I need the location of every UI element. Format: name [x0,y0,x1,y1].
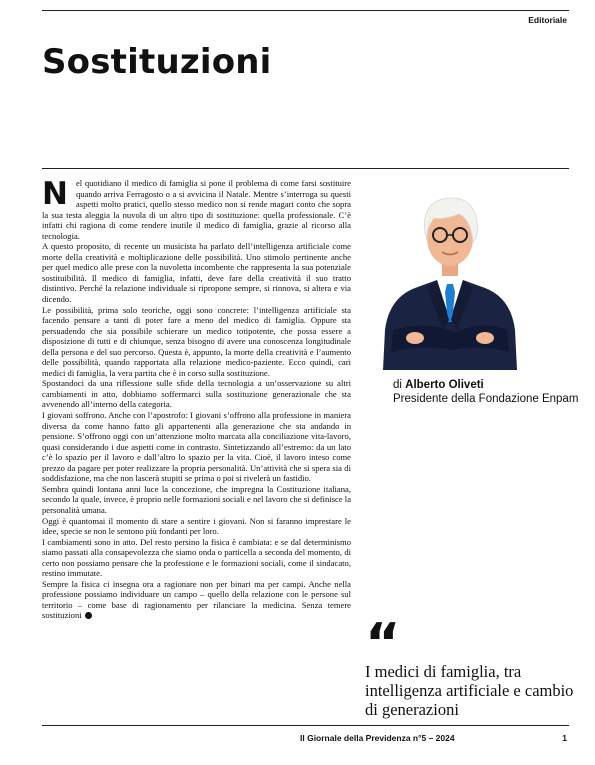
portrait-hand-left [406,332,424,344]
drop-cap: N [42,176,68,212]
article-paragraph: Le possibilità, prima solo teoriche, oggi sono concrete: l’intelligenza artificiale sta facendo pensare a tanti di poter fare a meno del medico di famiglia. Oppure sta persuadendo che sia possibile schierare un medico totipotente, che possa essere a disposizione di tutti e di chiunque, senza bisogno di avere una conoscenza longitudinale della persona e del suo percorso. Questa è, appunto, la morte della creatività e l’aumento delle possibilità, quando rapportata alla relazione medico-paziente. Ecco quindi, cari medici di famiglia, la vera partita che è in corso sulla sostituzione. [42,304,351,378]
page-number: 1 [562,733,567,743]
quote-mark-icon: “ [365,612,401,675]
article-paragraph: I cambiamenti sono in atto. Del resto persino la fisica è cambiata: e se dal determinismo siamo passati alla consapevolezza che siamo onda o particella a seconda del momento, di certo non possiamo pensare che la professione e le formazioni sociali, come il sindacato, restino immutate. [42,536,351,579]
article-paragraph: I giovani soffrono. Anche con l’apostrofo: I giovani s’offrono alla professione in maniera diversa da come hanno fatto gli appartenenti alla generazione che sta andando in pensione. S’offrono oggi con un’attenzione molto marcata alla conciliazione vita-lavoro, quasi considerando i due aspetti come in contrasto. Sintetizzando all’estremo: da un lato c’è lo spazio per il lavoro e dall’altro lo spazio per la vita. Cioè, il lavoro inteso come prezzo da pagare per poter realizzare la propria personalità. Un’attività che si spera sia di soddisfazione, ma che non lascerà stupiti se prima o poi si rivelerà un fastidio. [42,410,351,484]
end-mark-icon [85,612,92,619]
article-paragraph: Nel quotidiano il medico di famiglia si pone il problema di come farsi sostituire quando arriva Ferragosto o a si avvicina il Natale. Mentre s’interroga su questi aspetti molto pratici, quello stesso medico non si rende magari conto che sopra la sua testa aleggia la nuvola di un altro tipo di sostituzione: quella professionale. C’è infatti chi ragiona di come rendere inutile il medico di famiglia, grazie al ricorso alla tecnologia. [42,176,351,241]
footer-rule [42,725,569,726]
article-paragraph: Sembra quindi lontana anni luce la concezione, che impregna la Costituzione italiana, secondo la quale, invece, è proprio nelle formazioni sociali e nel lavoro che si definisce la personalità umana. [42,483,352,515]
author-portrait [375,180,525,370]
section-label: Editoriale [528,15,567,25]
byline [393,378,578,406]
footer-publication: Il Giornale della Previdenza n°5 – 2024 [300,733,455,743]
pull-quote: I medici di famiglia, tra intelligenza artificiale e cambio di generazioni [365,662,574,719]
article-body [42,178,351,621]
article-paragraph: Oggi è quantomai il momento di stare a sentire i giovani. Non si faranno imprestare le idee, specie se non le sentono più fondanti per loro. [42,515,351,537]
author-role: Presidente della Fondazione Enpam [393,393,579,405]
portrait-hand-right [476,332,494,344]
top-rule [42,10,569,11]
article-paragraph: Sempre la fisica ci insegna ora a ragionare non per binari ma per campi. Anche nella professione possiamo individuare un campo – quello della relazione con le persone sul territorio – come base di ragionamento per rilanciare la medicina. Senza temere sostituzioni [42,578,351,621]
author-name: Alberto Oliveti [405,379,484,391]
byline-prefix: di [393,379,402,391]
page-title: Sostituzioni [42,42,272,82]
article-paragraph: A questo proposito, di recente un musicista ha parlato dell’intelligenza artificiale come morte della creatività e moltiplicazione delle possibilità. Uno stimolo pertinente anche per quel medico alle prese con la nuvoletta incombente che rappresenta la sua potenziale sostituibilità. Il medico di famiglia, infatti, deve fare della creatività il suo tratto distintivo. Perché la relazione individuale si ripropone sempre, si rinnova, si altera e via dicendo. [42,241,351,305]
article-top-rule [42,168,569,169]
article-paragraph: Spostandoci da una riflessione sulle sfide della tecnologia a un’osservazione su altri cambiamenti in atto, dobbiamo soffermarci sulla sostituzione generazionale che sta avvenendo all’interno della categoria. [42,378,351,410]
